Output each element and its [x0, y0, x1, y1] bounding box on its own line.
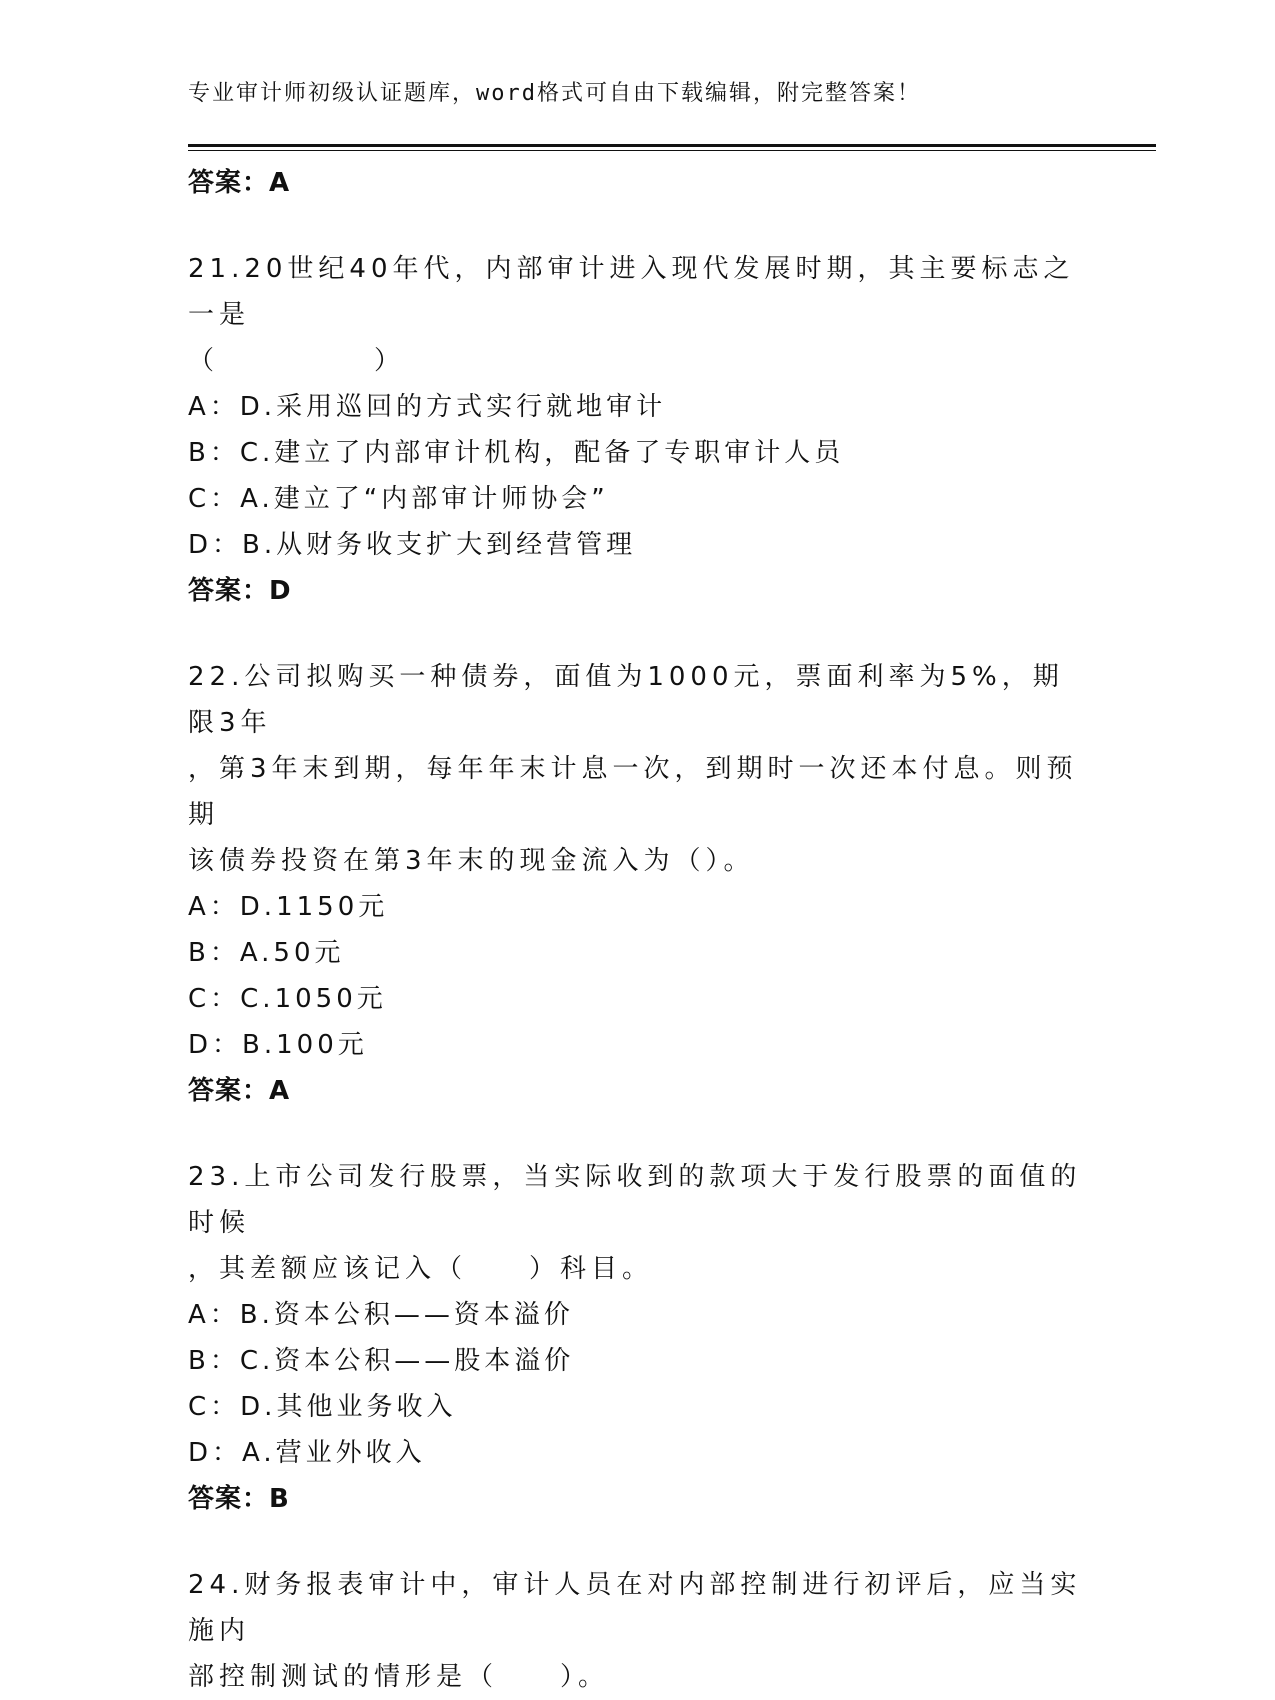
option-b: B：C.建立了内部审计机构，配备了专职审计人员 [188, 438, 845, 468]
question-text-line: 22.公司拟购买一种债券，面值为1000元，票面利率为5%，期限3年 [188, 662, 1064, 738]
option-c: C：D.其他业务收入 [188, 1392, 457, 1422]
header-rule-thick [188, 144, 1156, 147]
option-a: A：B.资本公积——资本溢价 [188, 1300, 574, 1330]
option-a: A：D.1150元 [188, 892, 389, 922]
question-24 [188, 1562, 1088, 1700]
header-rule-thin [188, 150, 1156, 151]
question-text-line: ，其差额应该记入（ ）科目。 [188, 1254, 654, 1284]
question-text-line: 23.上市公司发行股票，当实际收到的款项大于发行股票的面值的时候 [188, 1162, 1082, 1238]
answer-line: 答案：A [188, 1076, 291, 1106]
page-header: 专业审计师初级认证题库，word格式可自由下载编辑，附完整答案！ [188, 81, 921, 106]
question-text-line: ，第3年末到期，每年年末计息一次，到期时一次还本付息。则预期 [188, 754, 1078, 830]
question-21 [188, 246, 1088, 614]
option-b: B：C.资本公积——股本溢价 [188, 1346, 575, 1376]
question-text-line: 24.财务报表审计中，审计人员在对内部控制进行初评后，应当实施内 [188, 1570, 1082, 1646]
answer-line: 答案：B [188, 1484, 290, 1514]
question-text-line: （ ） [188, 346, 406, 376]
question-text-line: 21.20世纪40年代，内部审计进入现代发展时期，其主要标志之一是 [188, 254, 1075, 330]
option-c: C：C.1050元 [188, 984, 387, 1014]
option-c: C：A.建立了“内部审计师协会” [188, 484, 609, 514]
option-b: B：A.50元 [188, 938, 345, 968]
answer-line: 答案：A [188, 168, 291, 198]
option-d: D：A.营业外收入 [188, 1438, 426, 1468]
question-content [188, 160, 1088, 1700]
answer-line: 答案：D [188, 576, 292, 606]
question-text-line: 该债券投资在第3年末的现金流入为（）。 [188, 846, 755, 876]
question-text-line: 部控制测试的情形是（ ）。 [188, 1662, 610, 1692]
option-a: A：D.采用巡回的方式实行就地审计 [188, 392, 667, 422]
question-23 [188, 1154, 1088, 1522]
option-d: D：B.从财务收支扩大到经营管理 [188, 530, 637, 560]
option-d: D：B.100元 [188, 1030, 368, 1060]
question-22 [188, 654, 1088, 1114]
